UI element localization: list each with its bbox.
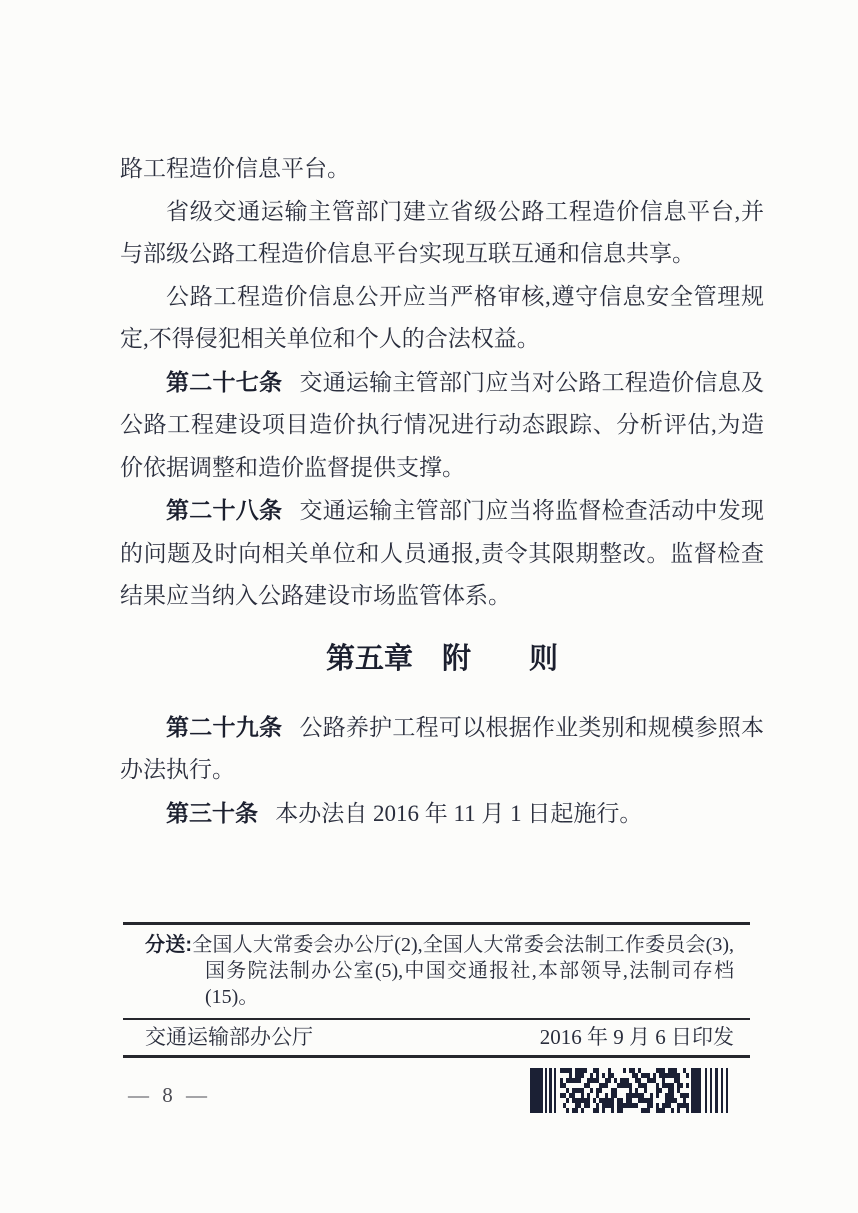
article-30-number: 第三十条 (166, 799, 258, 826)
issuer-row (123, 1020, 750, 1055)
article-28 (120, 489, 764, 618)
article-29-number: 第二十九条 (166, 713, 283, 740)
document-body (120, 148, 764, 835)
divider-bottom (123, 1055, 750, 1058)
paragraph-info-disclosure: 公路工程造价信息公开应当严格审核,遵守信息安全管理规定,不得侵犯相关单位和个人的合法权益。 (120, 283, 764, 351)
article-30 (120, 792, 764, 836)
print-date: 2016 年 9 月 6 日印发 (539, 1025, 734, 1049)
article-28-number: 第二十八条 (166, 497, 283, 523)
article-28-text: 交通运输主管部门应当将监督检查活动中发现的问题及时向相关单位和人员通报,责令其限期整改。监督检查结果应当纳入公路建设市场监管体系。 (120, 498, 765, 608)
barcode-icon (530, 1068, 737, 1113)
distribution-note (123, 925, 750, 1018)
distribution-label: 分送: (145, 934, 193, 956)
page-number: — 8 — (128, 1083, 211, 1107)
paragraph-continuation: 路工程造价信息平台。 (120, 156, 350, 181)
article-30-text: 本办法自 2016 年 11 月 1 日起施行。 (275, 800, 643, 826)
page-footer (123, 922, 750, 1058)
article-29 (120, 706, 764, 792)
paragraph-provincial-platform: 省级交通运输主管部门建立省级公路工程造价信息平台,并与部级公路工程造价信息平台实现互联互通和信息共享。 (120, 198, 764, 266)
article-27 (120, 361, 764, 490)
article-27-number: 第二十七条 (166, 368, 283, 395)
article-27-text: 交通运输主管部门应当对公路工程造价信息及公路工程建设项目造价执行情况进行动态跟踪、分析评估,为造价依据调整和造价监督提供支撑。 (120, 369, 765, 480)
distribution-text: 全国人大常委会办公厅(2),全国人大常委会法制工作委员会(3),国务院法制办公室(5),中国交通报社,本部领导,法制司存档(15)。 (192, 934, 734, 1008)
issuer-label: 交通运输部办公厅 (145, 1025, 313, 1049)
chapter-heading: 第五章 附 则 (325, 642, 558, 675)
article-29-text: 公路养护工程可以根据作业类别和规模参照本办法执行。 (120, 714, 765, 782)
